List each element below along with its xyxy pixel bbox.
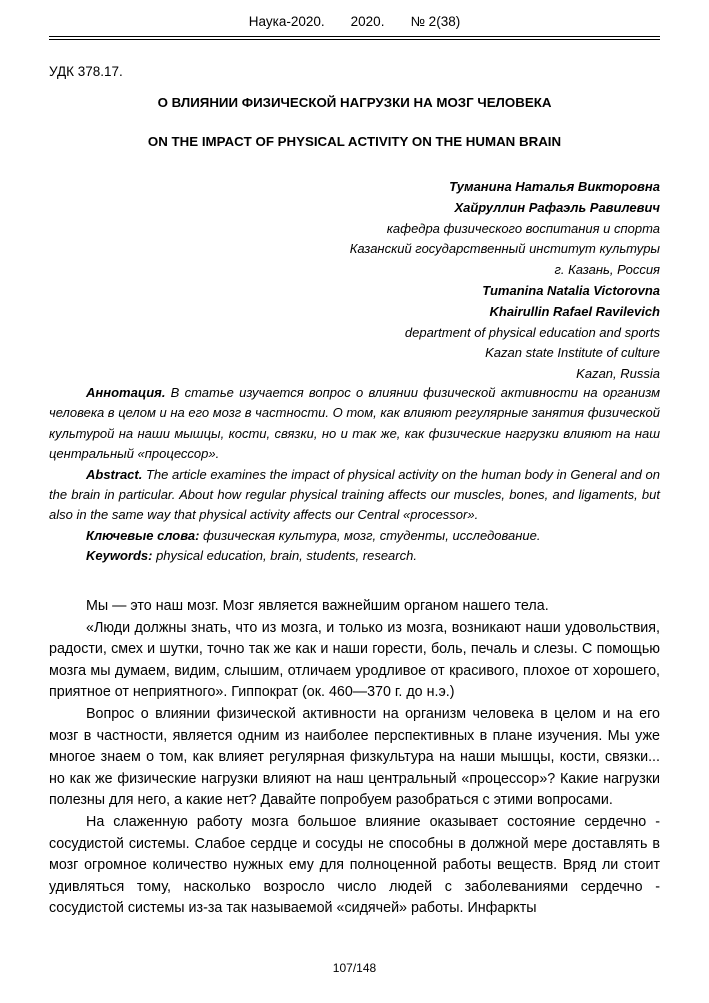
abstract-en-text: The article examines the impact of physical activity on the human body in General and on the brain in particular. About how regular physical training affects our muscles, bones, and ligaments, but also in the same way that physical activity affects our Central «processor».: [49, 466, 660, 523]
body-paragraph-3: Вопрос о влиянии физической активности на организм человека в целом и на его мозг в частности, является одним из наиболее перспективных в плане изучения. Мы уже многое знаем о том, как влияет регулярная физкультура на наши мышцы, кости, связки... но как же физические нагрузки влияют на наш центральный «процессор»? Какие нагрузки полезны для него, а какие нет? Давайте попробуем разобраться с этими вопросами.: [49, 705, 660, 809]
running-header: [0, 14, 709, 29]
abstract-en-label: Abstract.: [86, 466, 143, 482]
keywords-en-label: Keywords:: [86, 548, 153, 564]
journal-year: 2020.: [350, 14, 385, 29]
keywords-ru: [49, 526, 660, 546]
abstract-ru: [49, 383, 660, 465]
journal-issue: № 2(38): [410, 14, 461, 29]
city-ru: г. Казань, Россия: [554, 262, 660, 278]
keywords-en-text: physical education, brain, students, research.: [152, 548, 417, 564]
institution-ru: Казанский государственный институт культуры: [349, 241, 660, 257]
body-paragraph-2: «Люди должны знать, что из мозга, и только из мозга, возникают наши удовольствия, радости, смех и шутки, точно так же как и наши горести, боль, печаль и слезы. С помощью мозга мы думаем, видим, слышим, отличаем уродливое от красивого, плохое от хорошего, приятное от неприятного». Гиппократ (ок. 460—370 г. до н.э.): [49, 619, 660, 701]
body-paragraph-4: На слаженную работу мозга большое влияние оказывает состояние сердечно - сосудистой системы. Слабое сердце и сосуды не способны в должной мере доставлять в мозг огромное количество нужных ему для полноценной работы веществ. Вряд ли стоит удивляться тому, насколько возросло число людей с заболеваниями сердечно - сосудистой системы из-за так называемой «сидячей» работы. Инфаркты: [49, 813, 660, 917]
title-english: ON THE IMPACT OF PHYSICAL ACTIVITY ON THE HUMAN BRAIN: [147, 134, 562, 149]
udk-code: УДК 378.17.: [49, 64, 123, 79]
abstract-en: [49, 465, 660, 526]
department-ru: кафедра физического воспитания и спорта: [386, 220, 660, 236]
institution-en: Kazan state Institute of culture: [485, 345, 660, 361]
abstract-block: [49, 383, 660, 567]
author-en-1: Tumanina Natalia Victorovna: [482, 282, 660, 298]
department-en: department of physical education and sports: [404, 324, 660, 340]
article-body: [49, 596, 660, 920]
abstract-ru-text: В статье изучается вопрос о влиянии физической активности на организм человека в целом и на его мозг в частности. О том, как влияют регулярные занятия физической культурой на наши мышцы, кости, связки, но и так же, как физические нагрузки влияют на наш центральный «процессор».: [49, 385, 660, 462]
abstract-ru-label: Аннотация.: [86, 385, 166, 400]
body-paragraph-1: Мы — это наш мозг. Мозг является важнейшим органом нашего тела.: [86, 598, 549, 614]
journal-name: Наука-2020.: [248, 14, 325, 29]
page-number: 107/148: [332, 961, 377, 975]
title-russian: О ВЛИЯНИИ ФИЗИЧЕСКОЙ НАГРУЗКИ НА МОЗГ ЧЕЛОВЕКА: [157, 95, 552, 110]
author-ru-2: Хайруллин Рафаэль Равилевич: [454, 199, 660, 215]
keywords-ru-text: физическая культура, мозг, студенты, исследование.: [199, 527, 541, 543]
keywords-en: [49, 546, 660, 566]
author-en-2: Khairullin Rafael Ravilevich: [489, 303, 660, 319]
author-block: [49, 177, 660, 385]
author-ru-1: Туманина Наталья Викторовна: [449, 179, 660, 194]
city-en: Kazan, Russia: [576, 366, 660, 382]
header-double-rule: [49, 36, 660, 40]
keywords-ru-label: Ключевые слова:: [86, 527, 200, 543]
